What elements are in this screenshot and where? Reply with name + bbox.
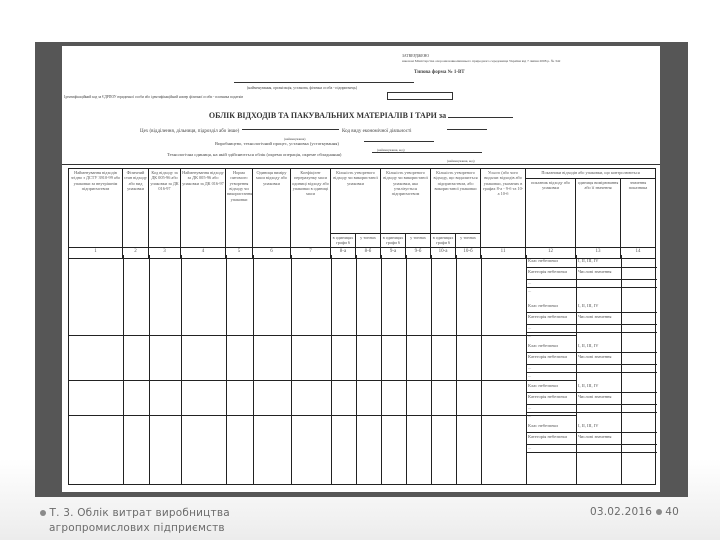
column-number: 8-б xyxy=(356,248,381,259)
ellipsis: ... xyxy=(528,288,532,293)
row-divider xyxy=(526,432,657,433)
row-divider xyxy=(69,380,576,381)
hazard-values: I, II, III, IV xyxy=(578,383,599,388)
form-number: Типова форма № 1-ВТ xyxy=(414,70,465,75)
footer-meta xyxy=(590,506,679,518)
ellipsis: ... xyxy=(528,445,532,450)
row-divider xyxy=(69,415,576,416)
column-number: 2 xyxy=(123,248,149,259)
approved-by: наказом Міністерства охорони навколишнього природного середовища України від 7 липня 2008 р. № 342 xyxy=(402,59,561,63)
column-divider xyxy=(181,255,182,484)
subheader: у тоннах xyxy=(456,234,481,248)
column-divider xyxy=(431,255,432,484)
column-divider xyxy=(331,255,332,484)
hazard-values: I, II, III, IV xyxy=(578,303,599,308)
col-header: значення показника xyxy=(621,179,656,248)
col-header: Норма питомого утворення відходу чи використання упаковки xyxy=(226,169,253,248)
column-number: 10-а xyxy=(431,248,456,259)
col-header: Код відходу за ДК 005-96 або упаковки за ДК 016-97 xyxy=(149,169,181,248)
hazard-class-label: Клас небезпеки xyxy=(528,303,558,308)
footer-title-line1: Т. 3. Облік витрат виробництва xyxy=(49,507,230,519)
ellipsis: ... xyxy=(528,413,532,418)
code-label: Ідентифікаційний код за ЄДРПОУ юридичної особи або ідентифікаційний номер фізичної особи - платника податків xyxy=(64,95,244,99)
column-divider xyxy=(381,255,382,484)
hazard-class-label: Клас небезпеки xyxy=(528,383,558,388)
numeric-values: Числові значення xyxy=(578,394,612,399)
numeric-values: Числові значення xyxy=(578,354,612,359)
column-divider xyxy=(456,255,457,484)
col-header: Кількість утвореного відходу, що видаляється підприємством, або використаної упаковки xyxy=(431,169,481,234)
column-divider xyxy=(291,255,292,484)
bullet-icon xyxy=(40,510,46,516)
hazard-category-label: Категорія небезпеки xyxy=(528,314,567,319)
waste-accounting-form xyxy=(62,46,660,492)
column-number: 14 xyxy=(621,248,656,259)
process-label: Виробництво, технологічний процес, установка (устаткування) xyxy=(215,141,339,146)
hazard-values: I, II, III, IV xyxy=(578,423,599,428)
column-number: 12 xyxy=(526,248,576,259)
ellipsis: ... xyxy=(528,333,532,338)
col-header: одиниця вимірювання або її значення xyxy=(576,179,621,248)
column-number: 8-а xyxy=(331,248,356,259)
col-header: Одиниця виміру маси відходу або упаковки xyxy=(253,169,291,248)
waste-table-body xyxy=(68,255,656,485)
footer-date: 03.02.2016 xyxy=(590,506,653,518)
col-header: показник відходу або упаковки xyxy=(526,179,576,248)
shop-label: Цех (відділення, дільниця, підрозділ або інше) xyxy=(140,129,240,134)
hazard-class-label: Клас небезпеки xyxy=(528,343,558,348)
page-number: 40 xyxy=(665,506,679,518)
hazard-category-label: Категорія небезпеки xyxy=(528,434,567,439)
row-divider xyxy=(526,267,657,268)
column-divider xyxy=(123,255,124,484)
hazard-category-label: Категорія небезпеки xyxy=(528,354,567,359)
form-title: ОБЛІК ВІДХОДІВ ТА ПАКУВАЛЬНИХ МАТЕРІАЛІВ І ТАРИ за xyxy=(62,111,660,120)
col-header: Кількість утвореного відходу чи використаної упаковки, яка утилізується підприємством xyxy=(381,169,431,234)
column-number: 9-а xyxy=(381,248,406,259)
numeric-values: Числові значення xyxy=(578,314,612,319)
kved-label: Код виду економічної діяльності xyxy=(342,129,412,134)
column-divider xyxy=(481,255,482,484)
ellipsis: ... xyxy=(528,365,532,370)
row-divider xyxy=(526,392,657,393)
unit-label: Технологічна одиниця, на якій здійснюється облік (окрема операція, окреме обладнання) xyxy=(167,152,342,157)
column-number: 3 xyxy=(149,248,181,259)
col-header: Кількість утвореного відходу чи використаної упаковки xyxy=(331,169,381,234)
column-number: 10-б xyxy=(456,248,481,259)
column-divider xyxy=(621,255,622,484)
hazard-values: I, II, III, IV xyxy=(578,343,599,348)
footer-title-line2: агропромислових підприємств xyxy=(49,522,225,534)
column-number: 1 xyxy=(69,248,123,259)
unit-caption: (найменування, код) xyxy=(447,159,475,163)
column-number: 13 xyxy=(576,248,621,259)
column-divider xyxy=(226,255,227,484)
subheader: в одиницях графи 6 xyxy=(381,234,406,248)
column-divider xyxy=(253,255,254,484)
column-divider xyxy=(356,255,357,484)
col-header: Найменування відходу за ДК 005-96 або упаковки за ДК 016-97 xyxy=(181,169,226,248)
column-number: 9-б xyxy=(406,248,431,259)
approved-label: ЗАТВЕРДЖЕНО xyxy=(402,54,430,58)
footer-title xyxy=(40,506,230,536)
ellipsis: ... xyxy=(528,373,532,378)
waste-table-header xyxy=(68,168,656,259)
hazard-category-label: Категорія небезпеки xyxy=(528,269,567,274)
hazard-class-label: Клас небезпеки xyxy=(528,258,558,263)
code-field xyxy=(387,92,453,100)
bullet-icon xyxy=(656,509,662,515)
subheader: в одиницях графи 6 xyxy=(331,234,356,248)
row-divider xyxy=(526,312,657,313)
col-header: Найменування відходів згідно з ДСТУ 3910-99 або упаковки за внутрішнім підприємством xyxy=(69,169,123,248)
hazard-class-label: Клас небезпеки xyxy=(528,423,558,428)
col-header: Показники відходів або упаковки, що контролюються xyxy=(526,169,656,179)
ellipsis: ... xyxy=(528,325,532,330)
subheader: в одиницях графи 6 xyxy=(431,234,456,248)
org-caption: (найменування, організація, установа, фізична особа - підприємець) xyxy=(247,86,358,90)
row-divider xyxy=(526,452,657,453)
process-caption: (найменування, код) xyxy=(377,148,405,152)
column-divider xyxy=(526,255,527,484)
column-number: 6 xyxy=(253,248,291,259)
col-header: Коефіцієнт перерахунку маси одиниці відходу або упаковки в одиниці маси xyxy=(291,169,331,248)
subheader: у тоннах xyxy=(406,234,431,248)
column-divider xyxy=(149,255,150,484)
row-divider xyxy=(526,352,657,353)
column-number: 5 xyxy=(226,248,253,259)
shop-caption: (найменування) xyxy=(284,137,306,141)
numeric-values: Числові значення xyxy=(578,269,612,274)
row-divider xyxy=(69,335,576,336)
subheader: у тоннах xyxy=(356,234,381,248)
hazard-category-label: Категорія небезпеки xyxy=(528,394,567,399)
column-number: 11 xyxy=(481,248,526,259)
column-number: 4 xyxy=(181,248,226,259)
hazard-values: I, II, III, IV xyxy=(578,258,599,263)
column-number: 7 xyxy=(291,248,331,259)
numeric-values: Числові значення xyxy=(578,434,612,439)
ellipsis: ... xyxy=(528,405,532,410)
col-header: Фізичний стан відходу або вид упаковки xyxy=(123,169,149,248)
col-header: Усього (або чого видаляє відходів або упаковки, указаних в графах 8-а - 9-б та 10-а 10-б xyxy=(481,169,526,248)
ellipsis: ... xyxy=(528,280,532,285)
column-divider xyxy=(406,255,407,484)
column-divider xyxy=(576,255,577,484)
